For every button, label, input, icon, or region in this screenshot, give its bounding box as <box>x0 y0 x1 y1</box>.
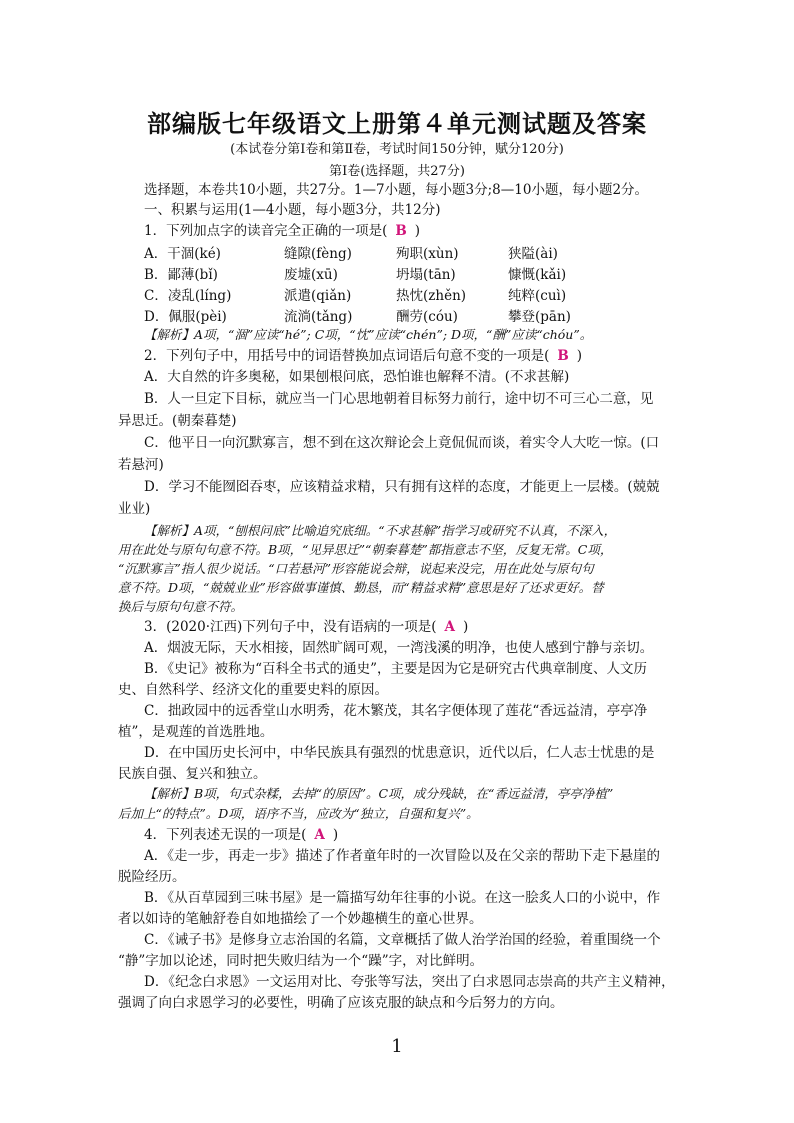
option-cell: 殉职(xùn) <box>396 246 459 262</box>
answer-mark: A <box>314 827 325 843</box>
option-cell: 缝隙(fèng) <box>284 246 352 262</box>
option-line: B．《史记》被称为“百科全书式的通史”，主要是因为它是研究古代典章制度、人文历 <box>144 661 647 677</box>
option-line: D．在中国历史长河中，中华民族具有强烈的忧患意识，近代以后，仁人志士忧患的是 <box>144 745 655 761</box>
question-4-stem: 4．下列表述无误的一项是( A ) <box>144 827 339 843</box>
answer-mark: A <box>444 619 456 635</box>
option-line: A．《走一步，再走一步》描述了作者童年时的一次冒险以及在父亲的帮助下走下悬崖的 <box>144 848 660 864</box>
option-line: D．学习不能囫囵吞枣，应该精益求精，只有拥有这样的态度，才能更上一层楼。(兢兢 <box>144 479 660 495</box>
option-line: 植”，是观莲的首选胜地。 <box>118 724 274 740</box>
analysis-line: 【解析】B项，句式杂糅，去掉“的原因”。C项，成分残缺，在“香远益清，亭亭净植” <box>144 786 614 801</box>
option-line: 业业) <box>118 501 151 517</box>
question-1-analysis: 【解析】A项，“涸”应读“hé”; C项，“忱”应读“chén”; D项，“酬”应读“chóu”。 <box>144 327 593 342</box>
analysis-line: “沉默寡言”指人很少说话。“口若悬河”形容能说会辩，说起来没完，用在此处与原句句 <box>118 561 594 576</box>
option-cell: 热忱(zhěn) <box>396 288 467 304</box>
analysis-line: 【解析】A项，“刨根问底”比喻追究底细。“不求甚解”指学习或研究不认真，不深入， <box>144 523 617 538</box>
option-line: A．大自然的许多奥秘，如果刨根问底，恐怕谁也解释不清。(不求甚解) <box>144 369 570 385</box>
option-cell: A．干涸(ké) <box>144 246 221 262</box>
option-cell: D．佩服(pèi) <box>144 309 227 325</box>
answer-mark: B <box>557 348 569 364</box>
option-cell: C．凌乱(líng) <box>144 288 232 304</box>
option-cell: 废墟(xū) <box>284 267 338 283</box>
analysis-line: 用在此处与原句句意不符。B项，“见异思迁”“朝秦暮楚”都指意志不坚，反复无常。C项， <box>118 542 613 557</box>
analysis-line: 换后与原句句意不符。 <box>118 599 244 614</box>
option-line: 异思迁。(朝秦暮楚) <box>118 413 237 429</box>
option-line: 民族自强、复兴和独立。 <box>118 766 267 782</box>
option-cell: 慷慨(kǎi) <box>508 267 567 283</box>
option-line: 强调了向白求恩学习的必要性，明确了应该克服的缺点和今后努力的方向。 <box>118 995 564 1011</box>
page-number: 1 <box>391 1036 403 1057</box>
option-cell: 酬劳(cóu) <box>396 309 458 325</box>
option-cell: 流淌(tǎng) <box>284 309 353 325</box>
option-line: B．人一旦定下目标，就应当一门心思地朝着目标努力前行，途中切不可三心二意，见 <box>144 391 654 407</box>
option-line: 史、自然科学、经济文化的重要史料的原因。 <box>118 682 388 698</box>
option-cell: 坍塌(tān) <box>396 267 456 283</box>
part-heading: 一、积累与运用(1—4小题，每小题3分，共12分) <box>144 202 441 218</box>
option-cell: 攀登(pān) <box>508 309 571 325</box>
option-cell: B．鄙薄(bǐ) <box>144 267 218 283</box>
question-2-stem: 2．下列句子中，用括号中的词语替换加点词语后句意不变的一项是( B ) <box>144 348 583 364</box>
analysis-line: 意不符。D项，“兢兢业业”形容做事谨慎、勤恳，而“精益求精”意思是好了还求更好。替 <box>118 580 604 595</box>
option-cell: 狭隘(ài) <box>508 246 558 262</box>
option-line: C．他平日一向沉默寡言，想不到在这次辩论会上竟侃侃而谈，着实令人大吃一惊。(口 <box>144 435 660 451</box>
answer-mark: B <box>395 223 407 239</box>
intro-text: 选择题，本卷共10小题，共27分。1—7小题，每小题3分;8—10小题，每小题2分。 <box>144 182 649 198</box>
question-1-stem: 1．下列加点字的读音完全正确的一项是( B ) <box>144 223 421 239</box>
page-title: 部编版七年级语文上册第４单元测试题及答案 <box>147 109 647 138</box>
question-3-stem: 3．(2020·江西)下列句子中，没有语病的一项是( A ) <box>144 619 469 635</box>
option-line: D．《纪念白求恩》一文运用对比、夸张等写法，突出了白求恩同志崇高的共产主义精神， <box>144 974 675 990</box>
option-cell: 派遣(qiǎn) <box>284 288 352 304</box>
option-line: 者以如诗的笔触舒卷自如地描绘了一个妙趣横生的童心世界。 <box>118 911 483 927</box>
option-line: C．《诫子书》是修身立志治国的名篇，文章概括了做人治学治国的经验，着重围绕一个 <box>144 932 661 948</box>
option-line: A．烟波无际，天水相接，固然旷阔可观，一湾浅溪的明净，也使人感到宁静与亲切。 <box>144 640 654 656</box>
option-line: 脱险经历。 <box>118 869 186 885</box>
section-heading: 第Ⅰ卷(选择题，共27分) <box>329 164 465 179</box>
option-line: C．拙政园中的远香堂山水明秀，花木繁茂，其名字便体现了莲花“香远益清，亭亭净 <box>144 703 648 719</box>
option-line: B．《从百草园到三味书屋》是一篇描写幼年往事的小说。在这一脍炙人口的小说中，作 <box>144 890 661 906</box>
exam-note: (本试卷分第Ⅰ卷和第Ⅱ卷，考试时间150分钟，赋分120分) <box>230 142 564 157</box>
analysis-line: 后加上“的特点”。D项，语序不当，应改为“独立，自强和复兴”。 <box>118 806 479 821</box>
option-cell: 纯粹(cuì) <box>508 288 567 304</box>
option-line: 若悬河) <box>118 457 164 473</box>
option-line: “静”字加以论述，同时把失败归结为一个“躁”字，对比鲜明。 <box>118 953 484 969</box>
